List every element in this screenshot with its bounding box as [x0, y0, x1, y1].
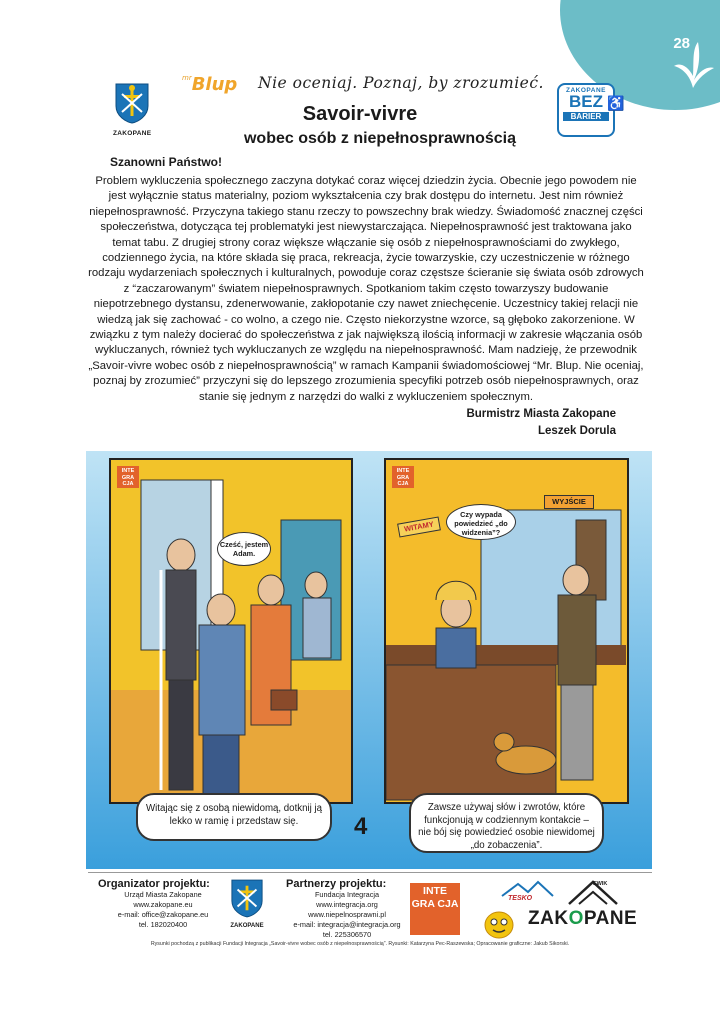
credits: Rysunki pochodzą z publikacji Fundacji Integracja „Savoir-vivre wobec osób z niepełnosprawnością”. Rysunki: Katarzyna Pec-Raszewska; Opracowanie graficzne: Jakub Sikorski.: [150, 941, 570, 947]
mr-blup-logo: [182, 74, 237, 95]
speech-bubble-left: Cześć, jestem Adam.: [217, 532, 271, 566]
organizer-phone: tel. 182020400: [138, 920, 188, 929]
mr-blup-name: Blup: [191, 74, 238, 95]
mascot-icon: [481, 905, 517, 941]
welcome-sign: WITAMY: [397, 516, 441, 537]
organizer-email[interactable]: e-mail: office@zakopane.eu: [117, 910, 209, 919]
coat-of-arms-footer-label: ZAKOPANE: [230, 923, 264, 929]
partners-block: [282, 878, 412, 940]
coat-of-arms-icon: [230, 878, 264, 918]
speech-bubble-right: Czy wypada powiedzieć „do widzenia”?: [446, 504, 516, 540]
organizer-website[interactable]: www.zakopane.eu: [133, 900, 193, 909]
zakopane-logo-post: PANE: [583, 908, 638, 929]
zakopane-logo: [528, 908, 637, 930]
page-title: Savoir-vivre: [302, 103, 418, 125]
signature: [466, 406, 616, 440]
wheelchair-icon: ♿: [607, 95, 625, 111]
slogan: Nie oceniaj. Poznaj, by zrozumieć.: [258, 74, 544, 92]
tesko-logo: [500, 880, 555, 908]
organizer-block: [98, 878, 228, 930]
footer-divider: [88, 872, 652, 873]
comic-number: 4: [354, 813, 368, 840]
zakopane-logo-pre: ZAK: [528, 908, 569, 929]
partner-phone: tel. 225306570: [322, 930, 372, 939]
caption-left: Witając się z osobą niewidomą, dotknij ją lekko w ramię i przedstaw się.: [136, 793, 332, 841]
mr-blup-mascot: [481, 905, 517, 941]
coat-of-arms-footer: [228, 878, 266, 929]
integracja-logo-small: INTE GRA CJA: [392, 466, 414, 488]
coat-of-arms-label: ZAKOPANE: [113, 130, 152, 137]
page-subtitle: wobec osób z niepełnosprawnością: [243, 130, 517, 147]
mr-blup-prefix: mr: [182, 74, 192, 82]
organizer-line: Urząd Miasta Zakopane: [124, 890, 202, 899]
badge-line-3: BARIER: [563, 112, 609, 121]
zakopane-logo-o: O: [568, 908, 584, 929]
signature-name: Leszek Dorula: [538, 425, 616, 437]
comic-panel-right: [384, 458, 629, 804]
ewik-label: EWIK: [593, 881, 608, 887]
ewik-logo: [565, 878, 620, 908]
page-number: 28: [673, 35, 690, 52]
partner-website-2[interactable]: www.niepelnosprawni.pl: [308, 910, 386, 919]
comic-illustration-left: [111, 460, 351, 802]
integracja-logo-small: INTE GRA CJA: [117, 466, 139, 488]
comic-panel-left: [109, 458, 353, 804]
partners-heading: Partnerzy projektu:: [286, 878, 387, 890]
partner-email[interactable]: e-mail: integracja@integracja.org: [293, 920, 401, 929]
partner-line: Fundacja Integracja: [314, 890, 380, 899]
letter-greeting: Szanowni Państwo!: [110, 155, 223, 169]
comic-strip: [86, 451, 652, 869]
badge-line-1: ZAKOPANE: [566, 87, 606, 94]
signature-title: Burmistrz Miasta Zakopane: [466, 408, 616, 420]
zakopane-bez-barier-badge: [557, 83, 625, 137]
caption-right: Zawsze używaj słów i zwrotów, które funkcjonują w codziennym kontakcie – nie bój się powiedzieć osobie niewidomej „do zobaczenia”.: [409, 793, 604, 853]
organizer-heading: Organizator projektu:: [98, 878, 210, 890]
tesko-label: TESKO: [508, 895, 533, 902]
partner-website[interactable]: www.integracja.org: [316, 900, 378, 909]
integracja-logo: INTE GRA CJA: [410, 883, 460, 935]
badge-line-2: BEZ: [569, 92, 603, 111]
exit-sign: WYJŚCIE: [544, 495, 594, 509]
letter-body: Problem wykluczenia społecznego zaczyna dotykać coraz więcej dziedzin życia. Obecnie jego powodem nie jest wyłącznie status materialny, poziom wykształcenia czy brak dostępu do internetu. Jest nim również niepełnosprawność. Przyczyna takiego stanu rzeczy to powszechny brak wiedzy. Świadomość znacznej części społeczeństwa, dotycząca tej problematyki jest niewystarczająca. Niepełnosprawność jest traktowana jako temat tabu. Z drugiej strony coraz większe włączanie się osób z niepełnosprawnościami do zwykłego, codziennego życia, na które składa się praca, rekreacja, życie towarzyskie, czy uczestniczenie w różnego rodzaju wydarzeniach społecznych i kulturalnych, powoduje coraz częstsze ścieranie się świata osób zdrowych z “zaczarowanym” światem niepełnosprawnych. Spotkaniom takim często towarzyszy budowanie niepotrzebnego dystansu, zdenerwowanie, zakłopotanie czy nawet zniechęcenie. Uczestnicy takiej relacji nie wiedzą jak się zachować - co wolno, a czego nie. Często niekorzystne wzorce, są głęboko zakorzenione. W związku z tym należy docierać do społeczeństwa z jak największą ilością informacji w zakresie włączania osób wykluczanych, również tych wykluczanych ze względu na niepełnosprawność. Mam nadzieję, że przewodnik „Savoir-vivre wobec osób z niepełnosprawnością” w ramach Kampanii świadomościowej “Mr. Blup. Nie oceniaj, poznaj by zrozumieć” przyczyni się do lepszego zrozumienia specyfiki potrzeb osób niepełnosprawnych, oraz stanie się jednym z narzędzi do walki z wykluczeniem społecznym.: [88, 175, 644, 403]
